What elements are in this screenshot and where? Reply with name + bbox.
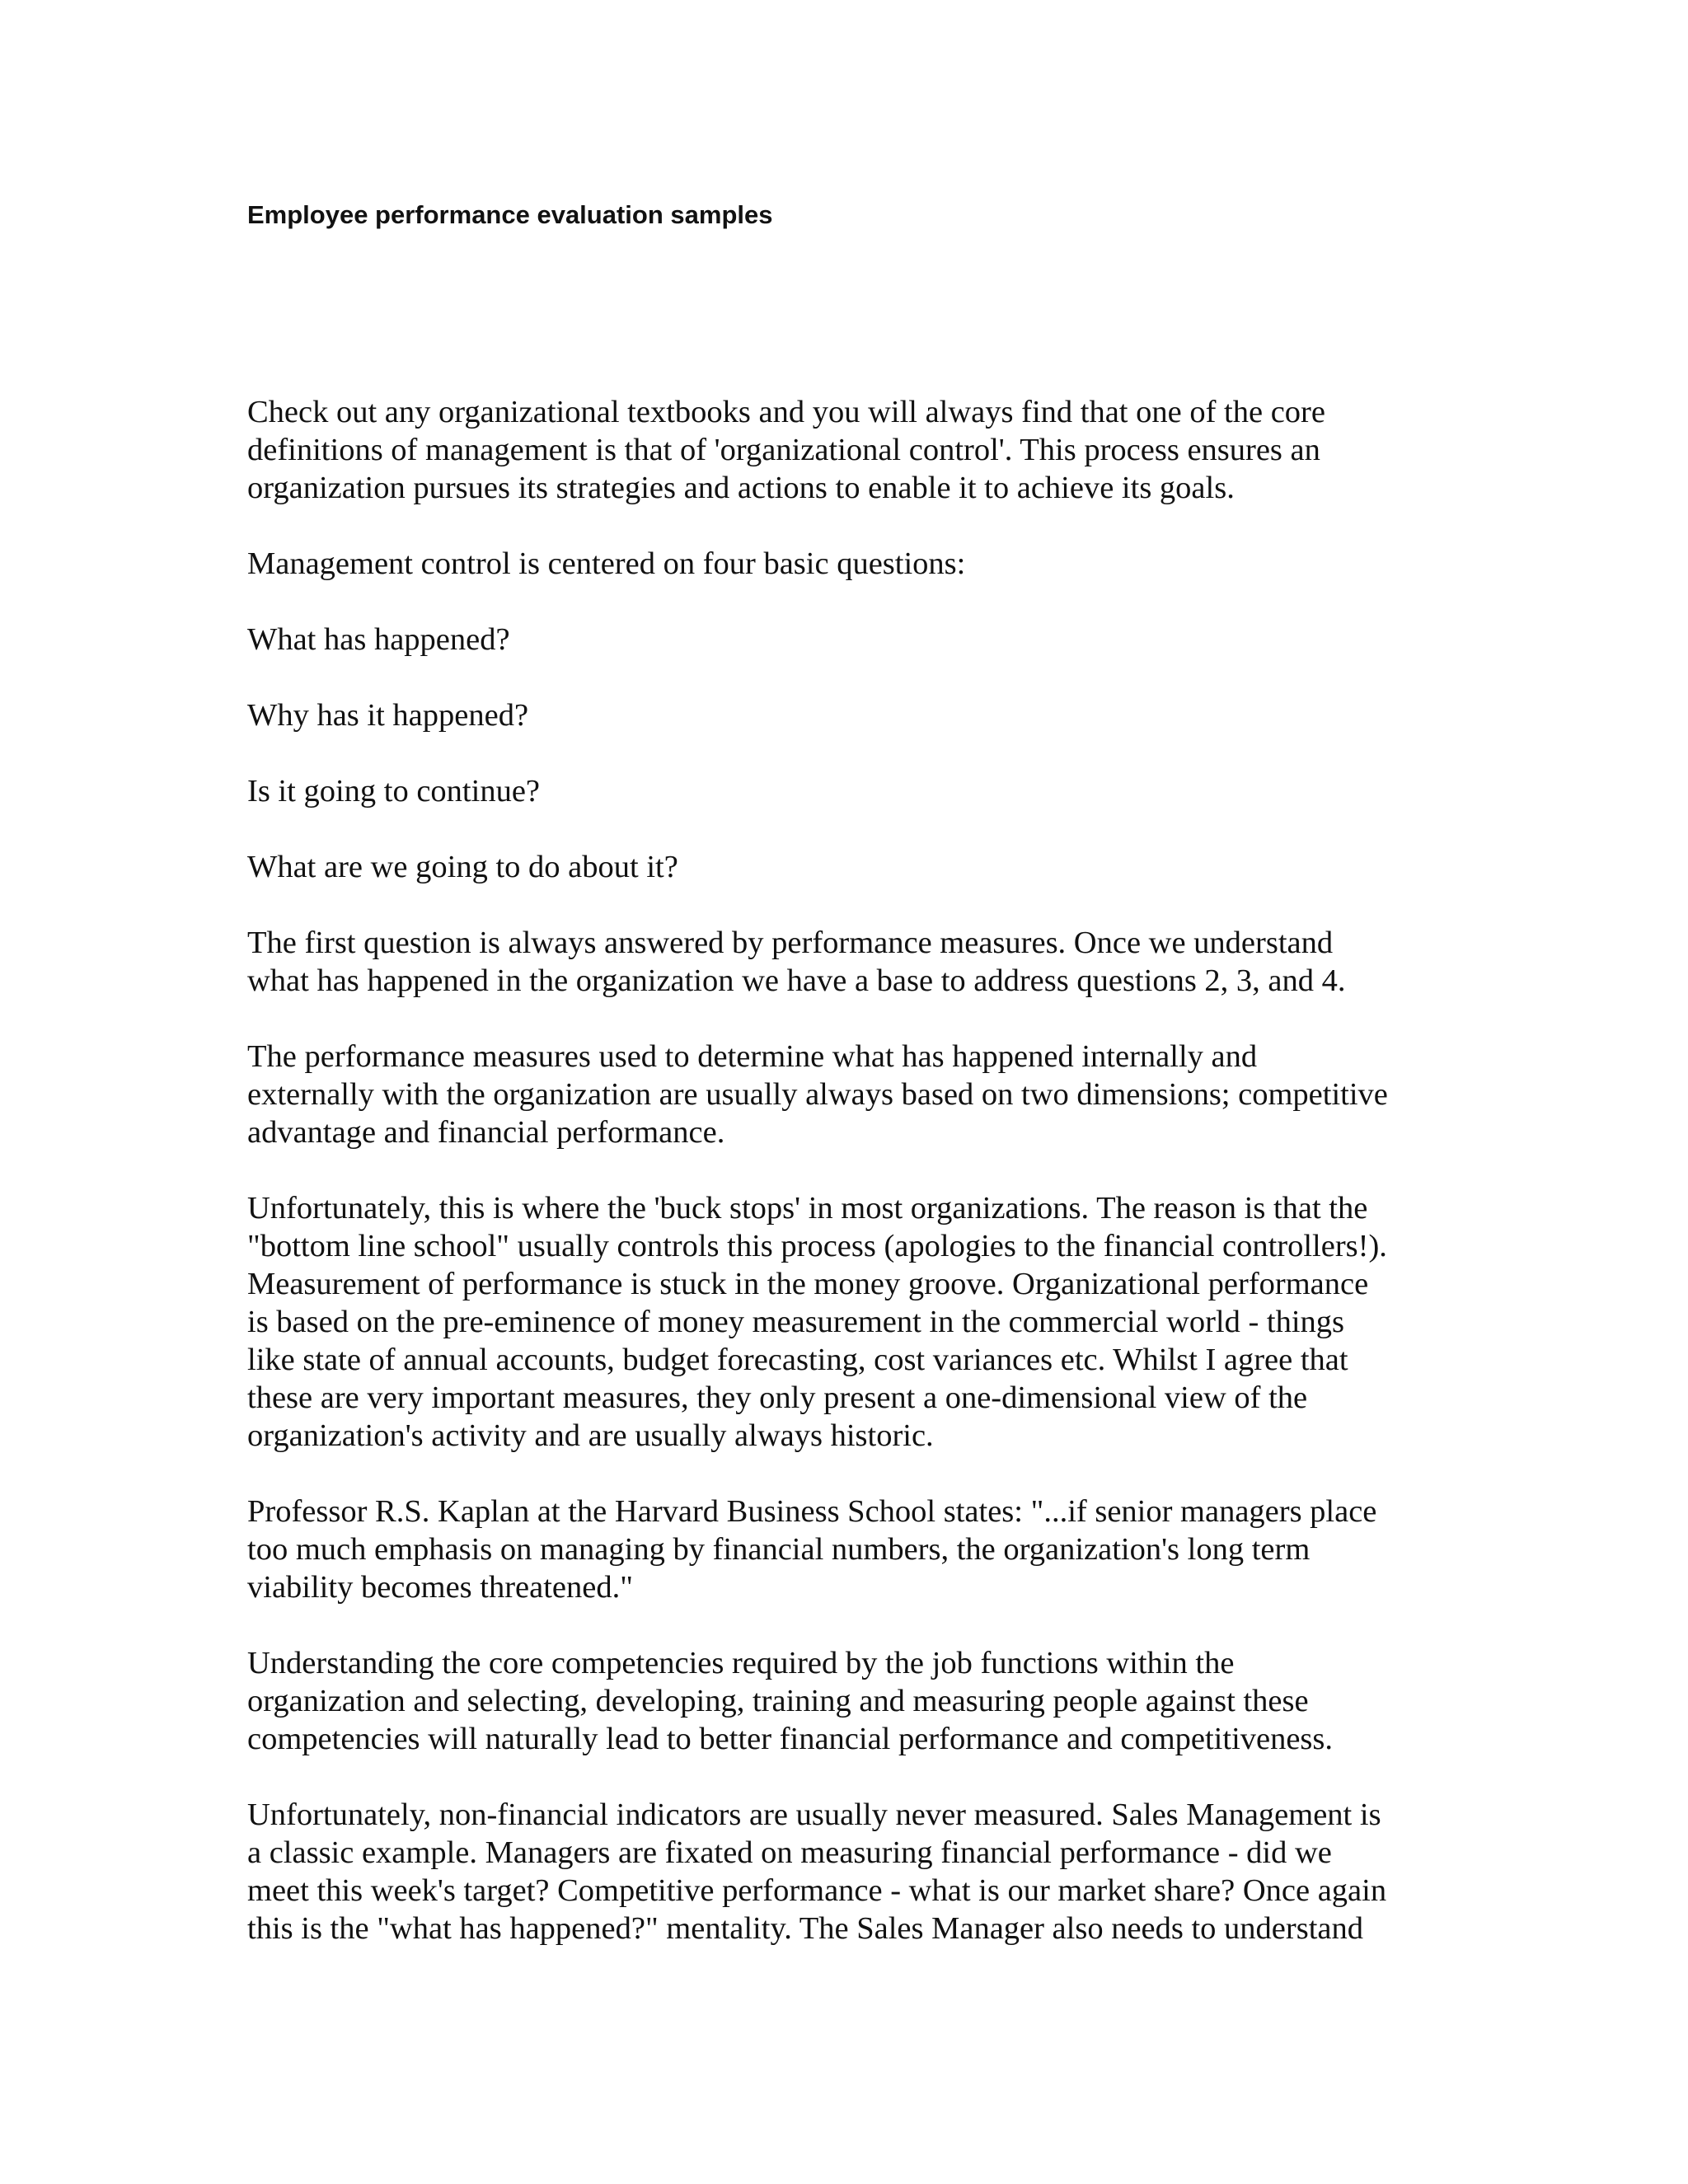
text-line: viability becomes threatened." — [247, 1570, 633, 1605]
paragraph — [247, 1644, 1451, 1758]
text-line: a classic example. Managers are fixated on measuring financial performance - did we — [247, 1835, 1332, 1870]
text-line: is based on the pre-eminence of money measurement in the commercial world - things — [247, 1305, 1345, 1339]
paragraph — [247, 1796, 1451, 1947]
paragraph — [247, 621, 1451, 658]
paragraph — [247, 696, 1451, 734]
paragraph — [247, 393, 1451, 507]
text-line: Professor R.S. Kaplan at the Harvard Business School states: "...if senior managers place — [247, 1494, 1377, 1529]
text-line: like state of annual accounts, budget forecasting, cost variances etc. Whilst I agree that — [247, 1343, 1348, 1377]
document-body — [247, 393, 1451, 1985]
text-line: organization pursues its strategies and actions to enable it to achieve its goals. — [247, 471, 1235, 505]
text-line: Management control is centered on four basic questions: — [247, 546, 966, 581]
text-line: The performance measures used to determine what has happened internally and — [247, 1039, 1258, 1074]
text-line: What are we going to do about it? — [247, 850, 678, 884]
text-line: The first question is always answered by performance measures. Once we understand — [247, 926, 1334, 960]
text-line: Understanding the core competencies required by the job functions within the — [247, 1646, 1235, 1680]
text-line: Is it going to continue? — [247, 774, 540, 808]
text-line: advantage and financial performance. — [247, 1115, 725, 1150]
text-line: What has happened? — [247, 622, 510, 657]
text-line: meet this week's target? Competitive performance - what is our market share? Once again — [247, 1873, 1387, 1908]
text-line: definitions of management is that of 'organizational control'. This process ensures an — [247, 433, 1320, 467]
text-line: "bottom line school" usually controls this process (apologies to the financial controllers!). — [247, 1229, 1387, 1263]
text-line: too much emphasis on managing by financial numbers, the organization's long term — [247, 1532, 1311, 1567]
text-line: Why has it happened? — [247, 698, 529, 733]
paragraph — [247, 772, 1451, 810]
paragraph — [247, 848, 1451, 886]
paragraph — [247, 1189, 1451, 1455]
paragraph — [247, 924, 1451, 1000]
text-line: Unfortunately, non-financial indicators are usually never measured. Sales Management is — [247, 1797, 1381, 1832]
text-line: this is the "what has happened?" mentality. The Sales Manager also needs to understand — [247, 1911, 1363, 1946]
text-line: Check out any organizational textbooks and you will always find that one of the core — [247, 395, 1325, 429]
paragraph — [247, 1493, 1451, 1606]
document-title: Employee performance evaluation samples — [247, 200, 773, 229]
text-line: Unfortunately, this is where the 'buck stops' in most organizations. The reason is that the — [247, 1191, 1368, 1226]
paragraph — [247, 1038, 1451, 1151]
text-line: what has happened in the organization we have a base to address questions 2, 3, and 4. — [247, 963, 1346, 998]
paragraph — [247, 545, 1451, 583]
text-line: organization's activity and are usually always historic. — [247, 1418, 934, 1453]
text-line: competencies will naturally lead to better financial performance and competitiveness. — [247, 1722, 1334, 1756]
text-line: externally with the organization are usually always based on two dimensions; competitive — [247, 1077, 1388, 1112]
text-line: organization and selecting, developing, training and measuring people against these — [247, 1684, 1309, 1718]
text-line: Measurement of performance is stuck in the money groove. Organizational performance — [247, 1267, 1369, 1301]
text-line: these are very important measures, they only present a one-dimensional view of the — [247, 1380, 1308, 1415]
